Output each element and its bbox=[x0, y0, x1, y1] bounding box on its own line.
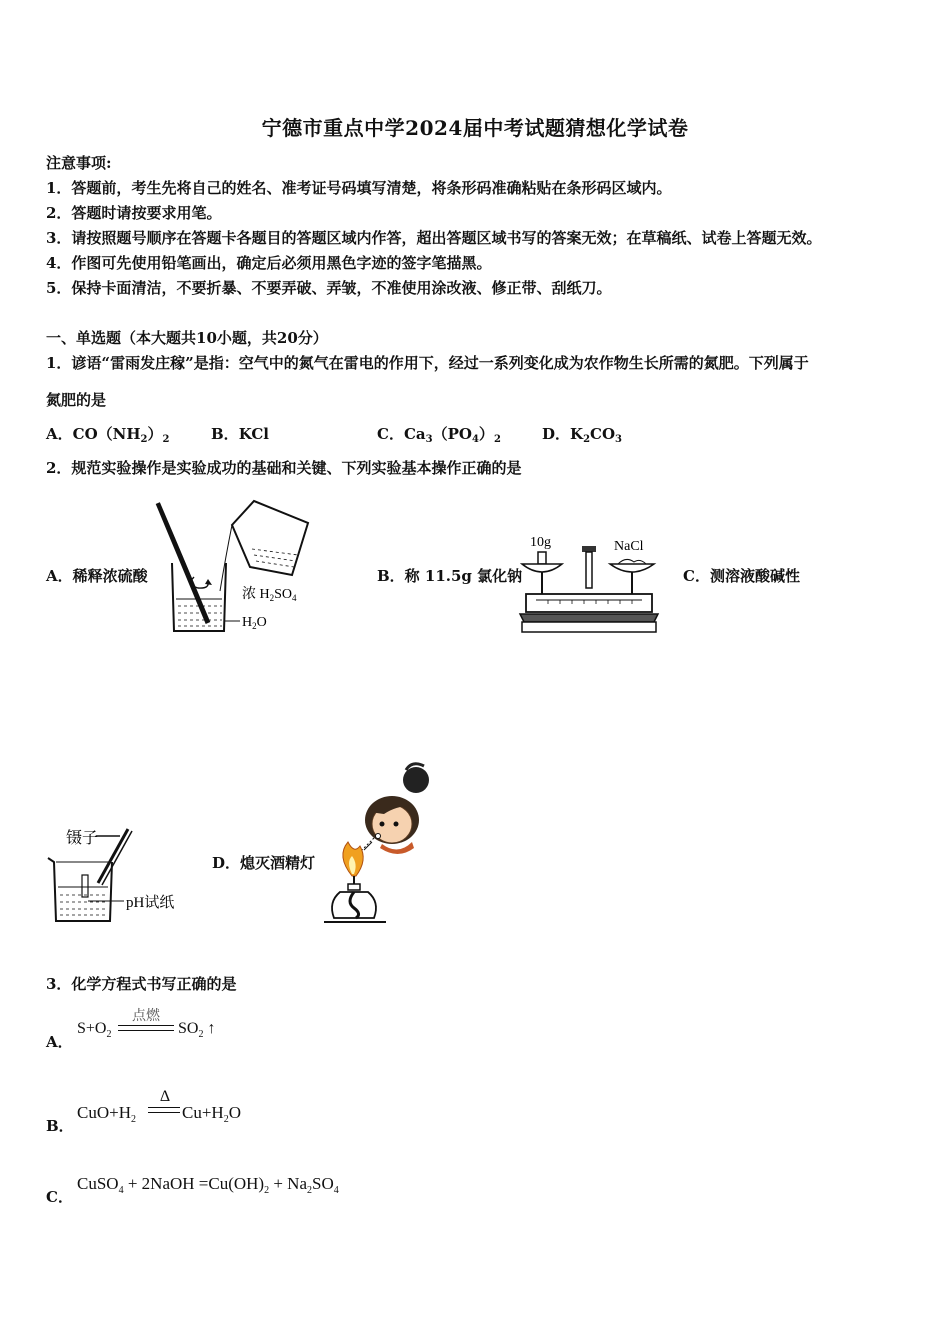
balance-base bbox=[520, 614, 658, 622]
right-pan bbox=[610, 564, 654, 572]
q1-option-c bbox=[377, 423, 501, 445]
pouring-beaker bbox=[232, 501, 308, 575]
q3-option-a-rhs bbox=[178, 1020, 215, 1040]
formula-text: （PO bbox=[432, 425, 472, 443]
notice-heading: 注意事项: bbox=[46, 154, 112, 172]
equation-part: + 2NaOH =Cu(OH) bbox=[123, 1174, 265, 1193]
sample-label: NaCl bbox=[614, 539, 644, 554]
q3-option-b-rhs bbox=[182, 1103, 241, 1125]
q3-option-a-label: A． bbox=[46, 1033, 73, 1051]
alcohol-lamp-icon bbox=[332, 892, 376, 918]
q3-option-c-equation bbox=[77, 1174, 339, 1196]
formula-subscript: 3 bbox=[615, 434, 623, 445]
q2-option-a: A．稀释浓硫酸 bbox=[46, 567, 148, 585]
q1-stem-line1: 1．谚语“雷雨发庄稼”是指：空气中的氮气在雷电的作用下，经过一系列变化成为农作物生长所需的氮肥。下列属于 bbox=[46, 354, 809, 372]
notice-item: 2．答题时请按要求用笔。 bbox=[46, 204, 222, 222]
q1-option-a bbox=[46, 423, 169, 445]
water-label: $H_2O$ bbox=[242, 615, 267, 631]
section-heading: 一、单选题（本大题共10小题，共20分） bbox=[46, 329, 328, 347]
alcohol-lamp-figure bbox=[320, 760, 440, 928]
lamp-cap bbox=[348, 884, 360, 890]
q1-option-b bbox=[211, 423, 269, 444]
q2-stem: 2．规范实验操作是实验成功的基础和关键、下列实验基本操作正确的是 bbox=[46, 459, 522, 477]
ph-paper-label: pH试纸 bbox=[126, 895, 175, 911]
formula-subscript: 2 bbox=[223, 1114, 229, 1125]
tweezers-icon bbox=[98, 829, 128, 883]
q3-option-c-label: C． bbox=[46, 1188, 73, 1206]
formula-text: K bbox=[570, 425, 584, 443]
weight-icon bbox=[538, 552, 546, 564]
option-label: D． bbox=[542, 425, 571, 443]
formula-subscript: 4 bbox=[118, 1185, 124, 1196]
formula-text: ） bbox=[478, 425, 494, 443]
formula-text: CO bbox=[590, 425, 616, 443]
notice-item: 4．作图可先使用铅笔画出，确定后必须用黑色字迹的签字笔描黑。 bbox=[46, 254, 492, 272]
acid-label: 浓 $H_2SO_4$ bbox=[242, 587, 297, 603]
balance-beam bbox=[526, 594, 652, 612]
formula-subscript: 2 bbox=[130, 1114, 136, 1125]
left-pan bbox=[522, 564, 562, 572]
notice-item: 5．保持卡面清洁，不要折暴、不要弄破、弄皱，不准使用涂改液、修正带、刮纸刀。 bbox=[46, 279, 612, 297]
q3-option-b-equation bbox=[77, 1103, 136, 1125]
q3-option-a-equation bbox=[77, 1020, 111, 1040]
formula-subscript: 2 bbox=[493, 434, 501, 445]
equals-sign bbox=[148, 1107, 180, 1113]
equation-lhs: CuO+H bbox=[77, 1103, 131, 1122]
glass-rod-highlight bbox=[160, 501, 212, 623]
equation-rhs: SO bbox=[178, 1020, 199, 1037]
formula-subscript: 2 bbox=[106, 1029, 112, 1040]
equation-lhs: S+O bbox=[77, 1020, 107, 1037]
formula-subscript: 2 bbox=[583, 434, 591, 445]
formula-subscript: 2 bbox=[162, 434, 170, 445]
girl-head-icon bbox=[365, 764, 429, 854]
equation-rhs: O bbox=[228, 1103, 241, 1122]
reaction-condition: Δ bbox=[159, 1088, 171, 1105]
beaker bbox=[48, 858, 112, 921]
formula-subscript: 2 bbox=[140, 434, 148, 445]
equation-rhs: Cu+H bbox=[182, 1103, 224, 1122]
weight-label: 10g bbox=[530, 535, 551, 550]
equation-part: + Na bbox=[269, 1174, 308, 1193]
q1-stem-line2: 氮肥的是 bbox=[46, 391, 107, 409]
notice-item: 1．答题前，考生先将自己的姓名、准考证号码填写清楚，将条形码准确粘贴在条形码区域内。 bbox=[46, 179, 672, 197]
formula-subscript: 2 bbox=[264, 1185, 270, 1196]
q2-option-d: D．熄灭酒精灯 bbox=[212, 854, 316, 872]
formula-text: Ca bbox=[403, 425, 426, 443]
option-label: C． bbox=[377, 425, 404, 443]
formula-subscript: 3 bbox=[425, 434, 433, 445]
notice-item: 3．请按照题号顺序在答题卡各题目的答题区域内作答，超出答题区域书写的答案无效；在草稿纸、试卷上答题无效。 bbox=[46, 229, 822, 247]
formula-subscript: 2 bbox=[307, 1185, 313, 1196]
ph-test-figure bbox=[44, 825, 194, 930]
tweezers-label: 镊子 bbox=[66, 830, 99, 847]
formula-subscript: 4 bbox=[471, 434, 479, 445]
option-label: A． bbox=[46, 425, 73, 443]
page-title: 宁德市重点中学2024届中考试题猜想化学试卷 bbox=[261, 116, 689, 140]
gas-arrow: ↑ bbox=[207, 1020, 216, 1037]
dilute-acid-figure bbox=[150, 495, 320, 640]
formula-text: ） bbox=[147, 425, 163, 443]
formula-text: KCl bbox=[238, 425, 269, 443]
q3-stem: 3．化学方程式书写正确的是 bbox=[46, 975, 237, 993]
equation-part: SO bbox=[312, 1174, 334, 1193]
equation-part: CuSO bbox=[77, 1174, 119, 1193]
option-label: B． bbox=[211, 425, 239, 443]
ph-paper-icon bbox=[82, 875, 88, 897]
glass-rod bbox=[158, 503, 208, 623]
balance-figure bbox=[518, 530, 660, 636]
q3-option-b-label: B． bbox=[46, 1117, 74, 1135]
formula-subscript: 2 bbox=[198, 1029, 204, 1040]
q2-option-b: B．称 11.5g 氯化钠 bbox=[377, 567, 523, 585]
formula-subscript: 4 bbox=[333, 1185, 339, 1196]
equals-sign bbox=[118, 1025, 174, 1031]
formula-text: CO（NH bbox=[72, 425, 141, 443]
q1-option-d bbox=[542, 423, 622, 445]
reaction-condition: 点燃 bbox=[132, 1008, 160, 1024]
q2-option-c: C．测溶液酸碱性 bbox=[683, 567, 800, 585]
